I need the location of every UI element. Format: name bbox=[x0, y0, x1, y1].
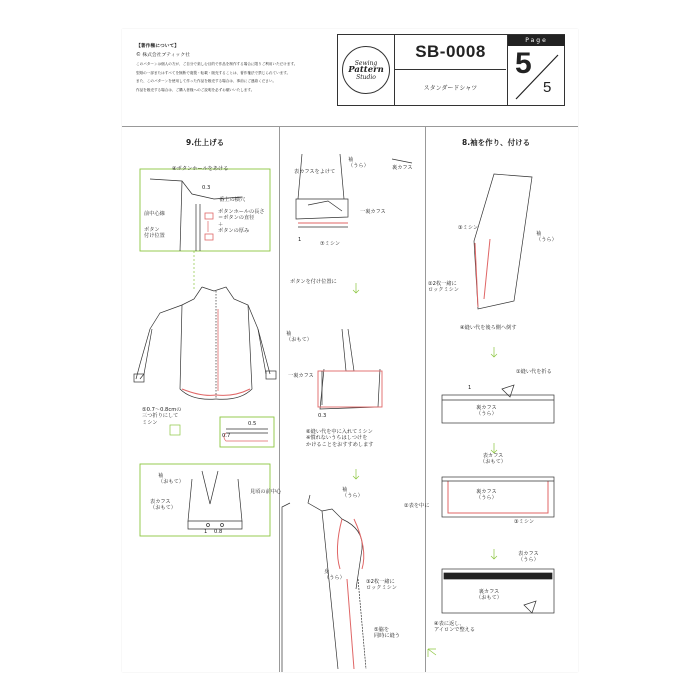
step-arrow bbox=[491, 549, 497, 559]
page-total: 5 bbox=[543, 79, 552, 96]
label-back-cuff: 裏カフス （うら） bbox=[476, 489, 497, 502]
label-back-cuff: 裏カフス （うら） bbox=[476, 405, 497, 418]
label-dim: 0.5 bbox=[248, 421, 257, 427]
label-hole-length: ボタンホールの長さ ＝ボタンの直径 ＋ ボタンの厚み bbox=[218, 209, 265, 235]
hem-detail bbox=[170, 417, 274, 447]
label-back-cuff: 裏カフス （おもて） bbox=[476, 589, 502, 602]
label-turn-press: ④表に返し、 アイロンで整える bbox=[434, 621, 476, 634]
shirt-front-drawing bbox=[134, 287, 276, 399]
notice-line: 型紙の一部またはすべてを無断で複製・転載・販売することは、著作権法で禁じられています。 bbox=[136, 70, 291, 75]
label-seam-back: ④縫い代を後ろ側へ倒す bbox=[460, 325, 517, 331]
label-dim: 1 bbox=[468, 385, 472, 391]
label-sleeve-back: 袖 （うら） bbox=[348, 157, 369, 170]
label-machine: ⑦ミシン bbox=[320, 241, 341, 247]
label-front-cuff: 表カフス （おもて） bbox=[480, 453, 506, 466]
corner-marker bbox=[428, 649, 436, 657]
sleeve-seam-step bbox=[474, 174, 532, 309]
label-side-seam: ⑤脇を 同時に縫う bbox=[374, 627, 400, 640]
label-face-in: ②表を中に bbox=[404, 503, 430, 509]
sleeve-cuff-step bbox=[318, 329, 382, 409]
notice-line: また、このパターンを使用して作った作品を販売する場合は、事前にご連絡ください。 bbox=[136, 79, 277, 84]
section-title-finish: 9.仕上げる bbox=[186, 138, 225, 147]
logo-word: Pattern bbox=[348, 64, 384, 75]
label-dim: 0.3 bbox=[318, 413, 327, 419]
label-first-hole: 一番上の横穴 bbox=[214, 197, 246, 203]
label-lock-stitch: ②2枚一緒に ロックミシン bbox=[428, 281, 459, 294]
page-label: Page bbox=[508, 35, 565, 46]
step-arrow bbox=[491, 347, 497, 357]
cuff-strip-fold bbox=[442, 385, 554, 423]
label-sleeve-front: 袖 （おもて） bbox=[158, 473, 184, 486]
label-button: ボタンを付け位置に bbox=[290, 279, 337, 285]
label-buttonhole: ④ボタンホールをあける bbox=[172, 166, 229, 172]
label-body-back: 身 （うら） bbox=[324, 569, 345, 582]
pattern-sheet bbox=[122, 29, 578, 672]
step-arrow bbox=[353, 469, 359, 479]
label-hem: ⑤0.7〜0.8cmの 三つ折りにして ミシン bbox=[142, 407, 182, 426]
sewing-illustrations bbox=[122, 29, 578, 672]
label-button-position: ボタン 付け位置 bbox=[144, 227, 165, 240]
section-title-sleeve: 8.袖を作り、付ける bbox=[462, 138, 531, 147]
label-front-cuff: 表カフス （うら） bbox=[518, 551, 539, 564]
label-dim: 1 bbox=[298, 237, 302, 243]
label-body-center: 見頃の前中心 bbox=[250, 489, 282, 495]
label-dim: 0.3 bbox=[202, 185, 211, 191]
label-front-cuff-aside: 表カフスをよけて bbox=[294, 169, 336, 175]
label-dim: 0.7 bbox=[222, 433, 231, 439]
label-back-cuff: 裏カフス bbox=[392, 165, 413, 171]
logo-word: Sewing bbox=[354, 59, 378, 67]
label-machine: ③ミシン bbox=[458, 225, 479, 231]
notice-line: © 株式会社ブティック社 bbox=[136, 52, 190, 58]
notice-line: 【著作権について】 bbox=[136, 44, 180, 49]
label-fold-seam: ①縫い代を折る bbox=[516, 369, 552, 375]
pattern-code: SB-0008 bbox=[395, 35, 506, 70]
side-seam-step bbox=[282, 495, 366, 672]
logo-word: Studio bbox=[356, 73, 376, 81]
label-dim: 0.8 bbox=[214, 529, 223, 535]
cuff-strip-sew bbox=[442, 477, 554, 517]
label-back-cuff: 一裏カフス bbox=[360, 209, 386, 215]
label-cuff-front: 表カフス （おもて） bbox=[150, 499, 176, 512]
label-front-center: 前中心線 bbox=[144, 211, 165, 217]
label-machine: ③ミシン bbox=[514, 519, 535, 525]
label-sleeve-front: 袖 （おもて） bbox=[286, 331, 312, 344]
label-dim: 1 bbox=[204, 529, 208, 535]
label-sleeve-back: 袖 （うら） bbox=[342, 487, 363, 500]
notice-line: 作品を販売する場合は、ご購入者様へのご説明を必ずお願いいたします。 bbox=[136, 87, 255, 92]
step-arrow bbox=[353, 283, 359, 293]
label-sleeve-back: 袖 （うら） bbox=[536, 231, 557, 244]
page-current: 5 bbox=[515, 47, 532, 80]
product-name: スタンダードシャツ bbox=[423, 85, 478, 92]
label-lock-stitch: ③2枚一緒に ロックミシン bbox=[366, 579, 397, 592]
label-back-cuff: 一裏カフス bbox=[288, 373, 314, 379]
step-arrow bbox=[491, 443, 497, 453]
label-stitch-note: ⑥縫い代を中に入れてミシン ※慣れないうちはしつけを かけることをおすすめします bbox=[306, 429, 374, 448]
notice-line: このパターンは個人の方が、ご自分で楽しむ目的で作品を制作する場合に限りご利用いただけます。 bbox=[136, 62, 298, 67]
